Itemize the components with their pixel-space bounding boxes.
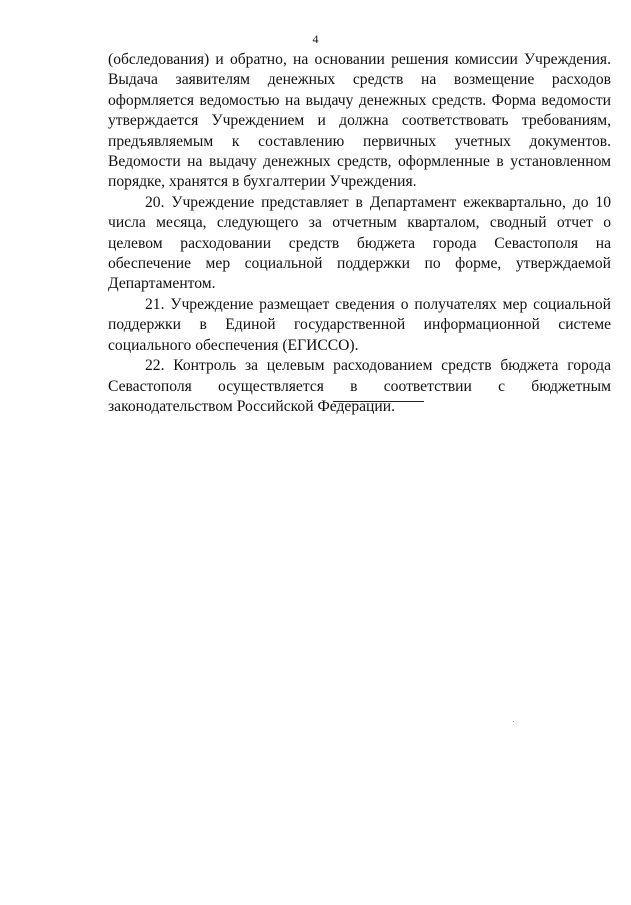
paragraph-item-21: 21. Учреждение размещает сведения о получателях мер социальной поддержки в Единой государственной информационной системе социального обеспечения (ЕГИССО). (108, 295, 611, 354)
paragraph-item-22: 22. Контроль за целевым расходованием средств бюджета города Севастополя осуществляется в соответствии с бюджетным законодательством Российской Федерации. (108, 357, 611, 415)
document-body (108, 50, 611, 417)
paragraph-continuation: (обследования) и обратно, на основании решения комиссии Учреждения. Выдача заявителям денежных средств на возмещение расходов оформляется ведомостью на выдачу денежных средств. Форма ведомости утверждается Учреждением и должна соответствовать требованиям, предъявляемым к составлению первичных учетных документов. Ведомости на выдачу денежных средств, оформленные в установленном порядке, хранятся в бухгалтерии Учреждения. (108, 51, 611, 191)
end-of-document-rule (333, 401, 424, 402)
paragraph-item-20: 20. Учреждение представляет в Департамент ежеквартально, до 10 числа месяца, следующего за отчетным кварталом, сводный отчет о целевом расходовании средств бюджета города Севастополя на обеспечение мер социальной поддержки по форме, утверждаемой Департаментом. (108, 193, 611, 293)
page-number: 4 (312, 32, 319, 46)
scan-speck (513, 721, 514, 722)
